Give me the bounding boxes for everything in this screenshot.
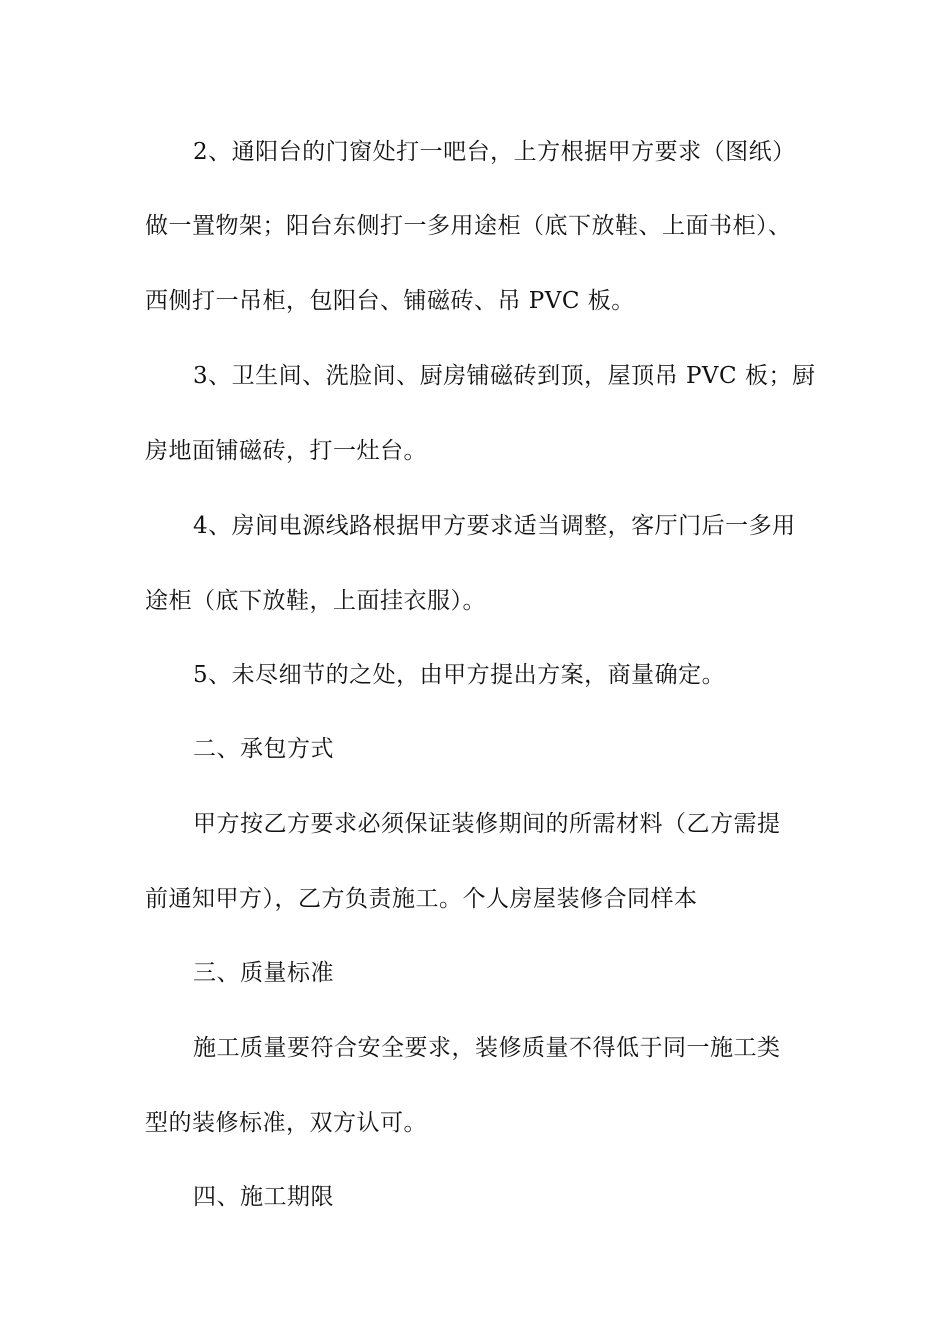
paragraph-item-2-line-3: 西侧打一吊柜，包阳台、铺磁砖、吊 PVC 板。 xyxy=(145,288,635,314)
paragraph-quality-standard-line-2: 型的装修标准，双方认可。 xyxy=(145,1110,427,1136)
section-heading-contract-method: 二、承包方式 xyxy=(193,736,334,762)
section-heading-quality-standard: 三、质量标准 xyxy=(193,960,334,986)
paragraph-item-3-line-2: 房地面铺磁砖，打一灶台。 xyxy=(145,438,427,464)
paragraph-item-4-line-2: 途柜（底下放鞋，上面挂衣服）。 xyxy=(145,588,486,614)
paragraph-quality-standard-line-1: 施工质量要符合安全要求，装修质量不得低于同一施工类 xyxy=(193,1035,781,1061)
paragraph-item-2-line-1: 2、通阳台的门窗处打一吧台，上方根据甲方要求（图纸） xyxy=(193,139,796,165)
paragraph-item-5: 5、未尽细节的之处，由甲方提出方案，商量确定。 xyxy=(193,662,726,688)
paragraph-item-4-line-1: 4、房间电源线路根据甲方要求适当调整，客厅门后一多用 xyxy=(193,513,796,539)
paragraph-contract-method-line-2: 前通知甲方），乙方负责施工。个人房屋装修合同样本 xyxy=(145,886,698,912)
paragraph-item-2-line-2: 做一置物架；阳台东侧打一多用途柜（底下放鞋、上面书柜）、 xyxy=(145,213,792,239)
paragraph-item-3-line-1: 3、卫生间、洗脸间、厨房铺磁砖到顶，屋顶吊 PVC 板；厨 xyxy=(193,363,816,389)
section-heading-construction-period: 四、施工期限 xyxy=(193,1184,334,1210)
paragraph-contract-method-line-1: 甲方按乙方要求必须保证装修期间的所需材料（乙方需提 xyxy=(193,811,781,837)
